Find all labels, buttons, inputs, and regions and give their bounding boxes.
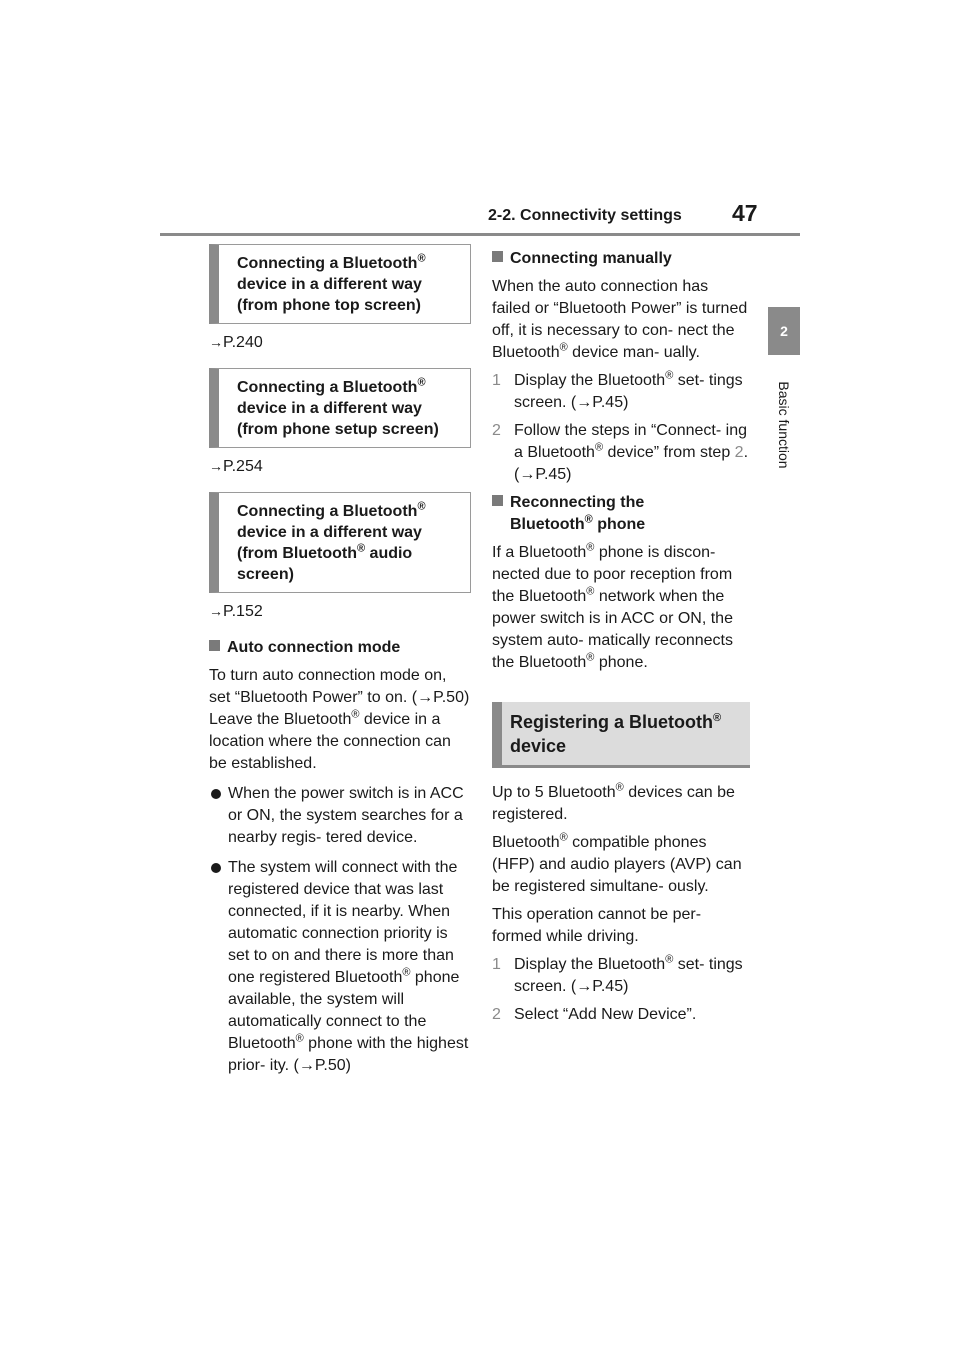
running-header: 2-2. Connectivity settings <box>488 207 682 224</box>
page-ref: →P.240 <box>209 334 263 351</box>
left-column <box>209 244 471 1083</box>
step-number: 1 <box>492 956 501 973</box>
page-number: 47 <box>732 200 758 226</box>
arrow-icon: → <box>519 466 536 483</box>
right-column <box>492 244 750 1032</box>
arrow-icon: → <box>417 689 434 706</box>
step-number: 1 <box>492 372 501 389</box>
paragraph: This operation cannot be per- formed while driving. <box>492 906 702 945</box>
section-heading: Connecting manually <box>492 248 750 270</box>
bullet-dot-icon <box>211 789 221 799</box>
paragraph: Bluetooth® compatible phones (HFP) and audio players (AVP) can be registered simultane- ously. <box>492 831 742 895</box>
ref-box-phone-setup: Connecting a Bluetooth® device in a different way (from phone setup screen) <box>209 368 471 448</box>
page-ref: →P.152 <box>209 603 263 620</box>
page-ref: →P.254 <box>209 458 263 475</box>
arrow-icon: → <box>209 603 223 619</box>
step-item: 1 Display the Bluetooth® set- tings screen. (→P.45) <box>492 953 743 995</box>
header-rule <box>160 233 800 236</box>
chapter-side-label: Basic function <box>776 381 792 469</box>
step-number: 2 <box>492 422 501 439</box>
bullet-dot-icon <box>211 863 221 873</box>
paragraph: When the auto connection has failed or “Bluetooth Power” is turned off, it is necessary to con- nect the Bluetooth® device man- ually. <box>492 278 748 361</box>
section-heading: Auto connection mode <box>209 637 471 659</box>
arrow-icon: → <box>298 1057 315 1074</box>
section-heading: Reconnecting the Bluetooth® phone <box>492 492 750 536</box>
paragraph: If a Bluetooth® phone is discon- nected due to poor reception from the Bluetooth® network when the power switch is in ACC or ON, the system auto- matically reconnects the Bluetooth® phone. <box>492 541 733 671</box>
paragraph: Up to 5 Bluetooth® devices can be registered. <box>492 781 735 823</box>
section-title-box: Registering a Bluetooth® device <box>492 702 750 768</box>
step-item: 2 Follow the steps in “Connect- ing a Bluetooth® device” from step 2. (→P.45) <box>492 422 749 483</box>
step-number: 2 <box>492 1006 501 1023</box>
square-bullet-icon <box>492 495 503 506</box>
chapter-tab: 2 <box>768 307 800 355</box>
step-item: 2 Select “Add New Device”. <box>492 1004 750 1026</box>
paragraph: To turn auto connection mode on, set “Bluetooth Power” to on. (→P.50) Leave the Bluetooth® device in a location where the connection can be established. <box>209 667 470 772</box>
ref-box-audio: Connecting a Bluetooth® device in a different way (from Bluetooth® audio screen) <box>209 492 471 593</box>
step-item: 1 Display the Bluetooth® set- tings screen. (→P.45) <box>492 369 743 411</box>
ref-box-phone-top: Connecting a Bluetooth® device in a different way (from phone top screen) <box>209 244 471 324</box>
bullet-item: When the power switch is in ACC or ON, the system searches for a nearby regis- tered device. <box>209 783 471 849</box>
arrow-icon: → <box>209 334 223 350</box>
arrow-icon: → <box>576 978 593 995</box>
square-bullet-icon <box>492 251 503 262</box>
arrow-icon: → <box>576 394 593 411</box>
bullet-item: The system will connect with the registered device that was last connected, if it is nearby. When automatic connection priority is set to on and there is more than one registered Bluetooth® phone available, the system will automatically connect to the Bluetooth® phone with the highest prior- ity. (→P.50) <box>209 857 471 1077</box>
arrow-icon: → <box>209 458 223 474</box>
square-bullet-icon <box>209 640 220 651</box>
